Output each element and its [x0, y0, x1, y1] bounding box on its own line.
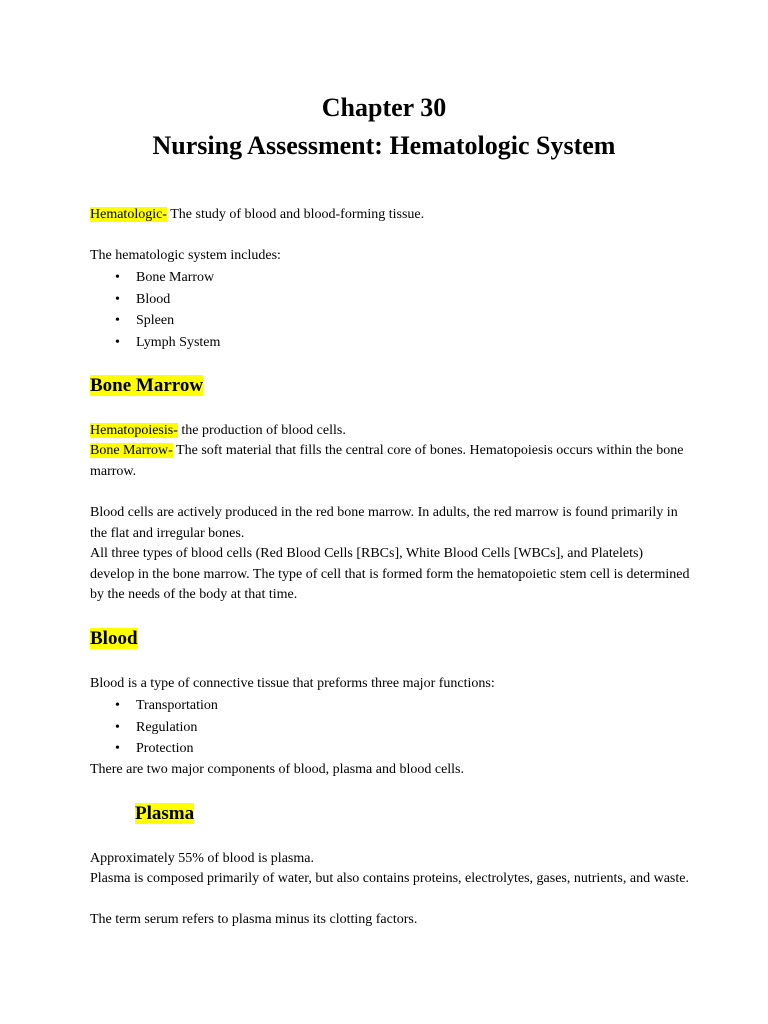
chapter-title: Nursing Assessment: Hematologic System [152, 131, 616, 160]
section-heading-plasma: Plasma [135, 803, 195, 824]
hematopoiesis-definition [90, 421, 690, 442]
list-item: • Bone Marrow [90, 267, 220, 289]
list-item: • Transportation [90, 695, 218, 717]
hematopoiesis-definition-text: the production of blood cells. [177, 423, 346, 438]
hematologic-definition-text: The study of blood and blood-forming tissue. [166, 207, 425, 222]
blood-components: There are two major components of blood, plasma and blood cells. [90, 762, 465, 777]
plasma-percentage: Approximately 55% of blood is plasma. [90, 851, 314, 866]
list-item: • Spleen [90, 310, 220, 332]
red-marrow-paragraph: Blood cells are actively produced in the red bone marrow. In adults, the red marrow is found primarily in the flat and irregular bones. [90, 505, 678, 541]
term-bone-marrow: Bone Marrow- [90, 443, 173, 458]
list-item: • Regulation [90, 717, 218, 739]
blood-cells-paragraph: All three types of blood cells (Red Blood Cells [RBCs], White Blood Cells [WBCs], and Platelets) develop in the bone marrow. The type of cell that is formed form the hematopoietic stem cell is determined by the needs of the body at that time. [90, 546, 690, 602]
system-list [90, 267, 220, 354]
plasma-composition: Plasma is composed primarily of water, but also contains proteins, electrolytes, gases, nutrients, and waste. [90, 871, 689, 886]
includes-label: The hematologic system includes: [90, 248, 281, 263]
term-hematologic: Hematologic- [90, 207, 167, 222]
term-hematopoiesis: Hematopoiesis- [90, 423, 178, 438]
serum-definition: The term serum refers to plasma minus its clotting factors. [90, 912, 418, 927]
chapter-number: Chapter 30 [321, 93, 447, 122]
blood-intro: Blood is a type of connective tissue that preforms three major functions: [90, 676, 495, 691]
bone-marrow-definition [90, 441, 690, 482]
bone-marrow-definition-text: The soft material that fills the central core of bones. Hematopoiesis occurs within the bone marrow. [90, 443, 684, 479]
section-heading-bone-marrow: Bone Marrow [90, 375, 204, 396]
list-item: • Protection [90, 738, 218, 760]
functions-list [90, 695, 218, 760]
list-item: • Lymph System [90, 332, 220, 354]
section-heading-blood: Blood [90, 628, 138, 649]
list-item: • Blood [90, 289, 220, 311]
hematologic-definition [90, 205, 690, 226]
